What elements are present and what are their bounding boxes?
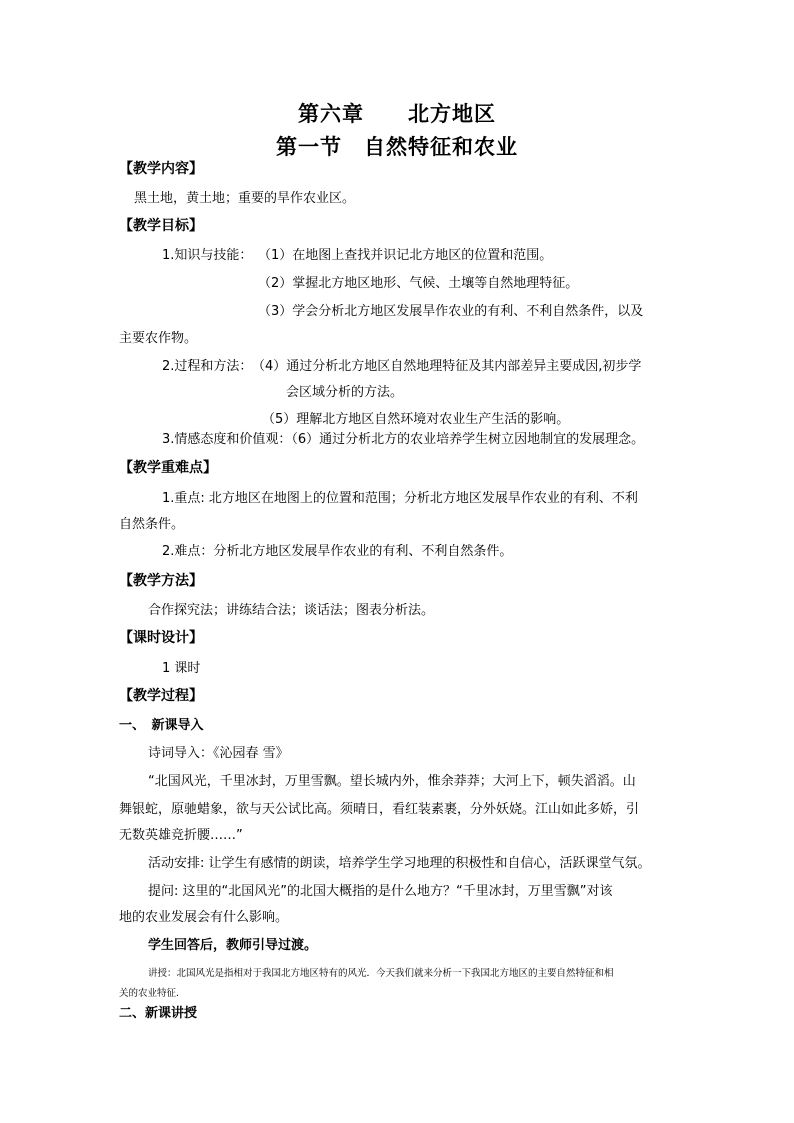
teaching-goals-heading: 【教学目标】 <box>119 218 203 234</box>
goal-1: （1）在地图上查找并识记北方地区的位置和范围。 <box>258 248 553 263</box>
key-point-2: 2.难点：分析北方地区发展旱作农业的有利、不利自然条件。 <box>162 544 513 559</box>
key-point-1-line-2: 自然条件。 <box>119 517 185 532</box>
goal-4-line-1: （4）通过分析北方地区自然地理特征及其内部差异主要成因,初步学 <box>252 359 642 374</box>
poem-intro: 诗词导入：《沁园春 雪》 <box>148 746 289 761</box>
poem-line-3: 无数英雄竞折腰……” <box>119 828 243 843</box>
section-1-title: 一、 新课导入 <box>119 718 204 733</box>
transition-text: 学生回答后，教师引导过渡。 <box>148 938 318 953</box>
section-2-title: 二、新课讲授 <box>119 1006 198 1021</box>
chapter-title: 第六章 北方地区 <box>298 102 496 126</box>
explain-line-1: 讲授：北国风光是指相对于我国北方地区特有的风光．今天我们就来分析一下我国北方地区的主要自然特征和相 <box>148 968 614 979</box>
teaching-content-text: 黑土地，黄土地；重要的旱作农业区。 <box>134 191 356 206</box>
goal-3-line-1: （3）学会分析北方地区发展旱作农业的有利、不利自然条件，以及 <box>258 304 644 319</box>
process-label: 2.过程和方法： <box>162 359 253 374</box>
key-points-heading: 【教学重难点】 <box>119 460 217 476</box>
section-title: 第一节 自然特征和农业 <box>276 135 518 159</box>
poem-line-2: 舞银蛇，原驰蜡象，欲与天公试比高。须晴日，看红装素裹，分外妖娆。江山如此多娇，引 <box>119 802 640 817</box>
methods-text: 合作探究法；讲练结合法；谈话法；图表分析法。 <box>148 603 435 618</box>
periods-heading: 【课时设计】 <box>119 630 203 646</box>
goal-2: （2）掌握北方地区地形、气候、土壤等自然地理特征。 <box>258 276 579 291</box>
teaching-content-heading: 【教学内容】 <box>119 161 203 177</box>
question-line-2: 地的农业发展会有什么影响。 <box>119 910 289 925</box>
attitude-goal: 3.情感态度和价值观：（6）通过分析北方的农业培养学生树立因地制宜的发展理念。 <box>162 432 645 447</box>
goal-5: （5）理解北方地区自然环境对农业生产生活的影响。 <box>262 412 570 427</box>
knowledge-label: 1.知识与技能： <box>162 248 253 263</box>
activity-text: 活动安排: 让学生有感情的朗读，培养学生学习地理的积极性和自信心，活跃课堂气氛。 <box>148 856 651 871</box>
goal-3-line-2: 主要农作物。 <box>119 331 198 346</box>
process-heading: 【教学过程】 <box>119 688 203 704</box>
poem-line-1: “北国风光，千里冰封，万里雪飘。望长城内外，惟余莽莽；大河上下，顿失滔滔。山 <box>148 774 636 789</box>
question-line-1: 提问: 这里的“北国风光”的北国大概指的是什么地方？“千里冰封，万里雪飘”对该 <box>148 884 613 899</box>
goal-4-line-2: 会区域分析的方法。 <box>286 385 404 400</box>
periods-text: 1 课时 <box>162 661 201 676</box>
methods-heading: 【教学方法】 <box>119 573 203 589</box>
key-point-1-line-1: 1.重点: 北方地区在地图上的位置和范围；分析北方地区发展旱作农业的有利、不利 <box>162 491 638 506</box>
explain-line-2: 关的农业特征． <box>119 988 186 999</box>
